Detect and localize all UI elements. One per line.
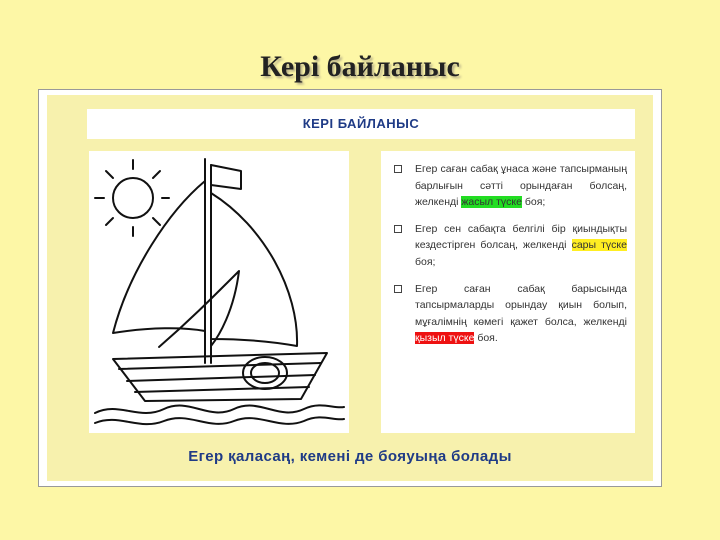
feedback-card (38, 89, 662, 487)
footer-note: Егер қаласаң, кемені де бояуыңа болады (188, 448, 512, 465)
instruction-item-yellow (415, 221, 627, 271)
instruction-text: Егер саған сабақ барысында тапсырмаларды орындау қиын болып, мұғалімнің көмегі қажет болса, желкенді (415, 282, 627, 328)
instructions-panel (381, 151, 635, 433)
sailboat-coloring-icon (89, 151, 349, 433)
bullet-square-icon (394, 285, 402, 293)
highlight-green: жасыл түске (461, 196, 522, 209)
highlight-yellow: сары түске (571, 239, 627, 252)
instruction-text: Егер саған сабақ ұнаса және тапсырманың барлығын сәтті орындаған болсаң, желкенді (415, 163, 627, 209)
bullet-square-icon (394, 165, 402, 173)
instruction-text: Егер сен сабақта белгілі бір қиындықты кездестірген болсаң, желкенді (415, 222, 627, 252)
card-header: КЕРІ БАЙЛАНЫС (87, 109, 635, 139)
illustration-panel (89, 151, 349, 433)
instruction-tail: боя. (474, 332, 498, 345)
slide-title: Кері байланыс (260, 50, 460, 83)
card-background (47, 95, 653, 481)
instruction-item-red (415, 281, 627, 347)
instruction-tail: боя; (521, 196, 546, 209)
bullet-square-icon (394, 225, 402, 233)
highlight-red: қызыл түске (415, 332, 475, 345)
instruction-item-green (415, 161, 627, 211)
instruction-tail: боя; (415, 255, 436, 268)
